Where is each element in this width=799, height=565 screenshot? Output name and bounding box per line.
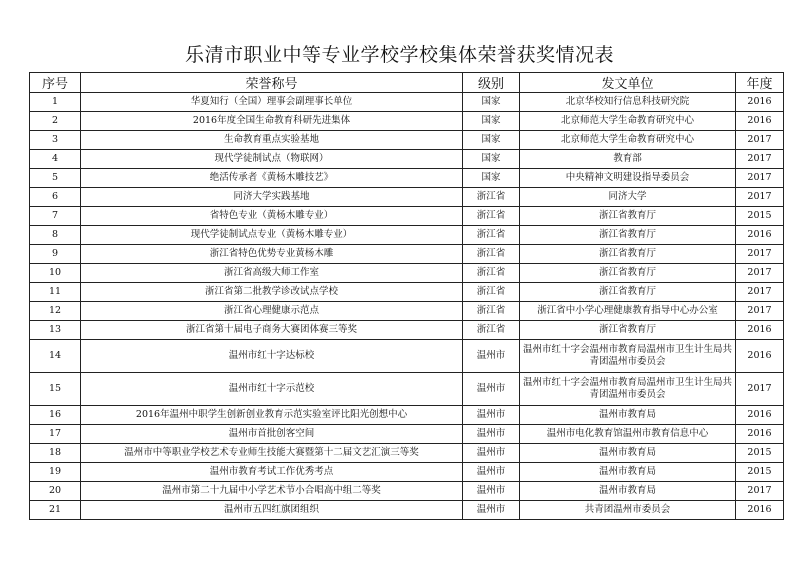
cell-no: 3 bbox=[30, 131, 81, 150]
cell-issuer: 浙江省教育厅 bbox=[520, 226, 736, 245]
cell-no: 2 bbox=[30, 112, 81, 131]
column-header-no: 序号 bbox=[30, 73, 81, 93]
cell-no: 11 bbox=[30, 283, 81, 302]
cell-honor: 浙江省心理健康示范点 bbox=[81, 302, 463, 321]
cell-year: 2015 bbox=[736, 207, 784, 226]
cell-issuer: 浙江省教育厅 bbox=[520, 321, 736, 340]
cell-no: 17 bbox=[30, 425, 81, 444]
cell-year: 2015 bbox=[736, 444, 784, 463]
cell-level: 浙江省 bbox=[463, 207, 520, 226]
table-row bbox=[30, 169, 784, 188]
cell-issuer: 温州市红十字会温州市教育局温州市卫生计生局共青团温州市委员会 bbox=[520, 373, 736, 406]
cell-no: 20 bbox=[30, 482, 81, 501]
cell-honor: 温州市中等职业学校艺术专业师生技能大赛暨第十二届文艺汇演三等奖 bbox=[81, 444, 463, 463]
cell-level: 国家 bbox=[463, 112, 520, 131]
cell-honor: 现代学徒制试点（物联网） bbox=[81, 150, 463, 169]
table-row bbox=[30, 321, 784, 340]
cell-honor: 浙江省高级大师工作室 bbox=[81, 264, 463, 283]
cell-issuer: 浙江省教育厅 bbox=[520, 283, 736, 302]
cell-level: 温州市 bbox=[463, 501, 520, 520]
cell-level: 温州市 bbox=[463, 463, 520, 482]
cell-honor: 温州市五四红旗团组织 bbox=[81, 501, 463, 520]
cell-year: 2017 bbox=[736, 169, 784, 188]
cell-level: 国家 bbox=[463, 169, 520, 188]
cell-year: 2017 bbox=[736, 264, 784, 283]
cell-issuer: 中央精神文明建设指导委员会 bbox=[520, 169, 736, 188]
table-row bbox=[30, 207, 784, 226]
cell-year: 2017 bbox=[736, 482, 784, 501]
column-header-honor: 荣誉称号 bbox=[81, 73, 463, 93]
column-header-issuer: 发文单位 bbox=[520, 73, 736, 93]
cell-issuer: 温州市教育局 bbox=[520, 406, 736, 425]
table-row bbox=[30, 373, 784, 406]
page-title: 乐清市职业中等专业学校学校集体荣誉获奖情况表 bbox=[184, 44, 614, 66]
cell-no: 13 bbox=[30, 321, 81, 340]
cell-year: 2017 bbox=[736, 245, 784, 264]
cell-year: 2017 bbox=[736, 188, 784, 207]
table-row bbox=[30, 112, 784, 131]
cell-honor: 华夏知行（全国）理事会副理事长单位 bbox=[81, 93, 463, 112]
cell-year: 2016 bbox=[736, 93, 784, 112]
cell-issuer: 温州市教育局 bbox=[520, 444, 736, 463]
cell-no: 5 bbox=[30, 169, 81, 188]
cell-year: 2015 bbox=[736, 463, 784, 482]
cell-honor: 生命教育重点实验基地 bbox=[81, 131, 463, 150]
cell-honor: 浙江省第二批教学诊改试点学校 bbox=[81, 283, 463, 302]
cell-level: 浙江省 bbox=[463, 188, 520, 207]
cell-issuer: 北京华校知行信息科技研究院 bbox=[520, 93, 736, 112]
cell-level: 浙江省 bbox=[463, 302, 520, 321]
honor-table bbox=[29, 72, 784, 520]
cell-level: 浙江省 bbox=[463, 245, 520, 264]
table-row bbox=[30, 482, 784, 501]
table-row bbox=[30, 93, 784, 112]
table-row bbox=[30, 245, 784, 264]
cell-issuer: 教育部 bbox=[520, 150, 736, 169]
cell-honor: 同济大学实践基地 bbox=[81, 188, 463, 207]
cell-no: 1 bbox=[30, 93, 81, 112]
cell-issuer: 浙江省教育厅 bbox=[520, 264, 736, 283]
cell-issuer: 温州市红十字会温州市教育局温州市卫生计生局共青团温州市委员会 bbox=[520, 340, 736, 373]
table-row bbox=[30, 283, 784, 302]
table-header-row bbox=[30, 73, 784, 93]
cell-year: 2016 bbox=[736, 321, 784, 340]
cell-level: 温州市 bbox=[463, 482, 520, 501]
table-row bbox=[30, 150, 784, 169]
cell-no: 6 bbox=[30, 188, 81, 207]
cell-no: 15 bbox=[30, 373, 81, 406]
cell-no: 19 bbox=[30, 463, 81, 482]
cell-level: 浙江省 bbox=[463, 226, 520, 245]
cell-no: 7 bbox=[30, 207, 81, 226]
cell-year: 2017 bbox=[736, 131, 784, 150]
cell-no: 8 bbox=[30, 226, 81, 245]
cell-issuer: 温州市教育局 bbox=[520, 463, 736, 482]
cell-issuer: 浙江省教育厅 bbox=[520, 245, 736, 264]
cell-honor: 温州市第二十九届中小学艺术节小合唱高中组二等奖 bbox=[81, 482, 463, 501]
table-row bbox=[30, 264, 784, 283]
table-row bbox=[30, 501, 784, 520]
cell-year: 2016 bbox=[736, 112, 784, 131]
cell-no: 4 bbox=[30, 150, 81, 169]
column-header-year: 年度 bbox=[736, 73, 784, 93]
cell-no: 14 bbox=[30, 340, 81, 373]
cell-year: 2017 bbox=[736, 302, 784, 321]
cell-year: 2017 bbox=[736, 150, 784, 169]
cell-year: 2016 bbox=[736, 425, 784, 444]
cell-no: 16 bbox=[30, 406, 81, 425]
table-row bbox=[30, 340, 784, 373]
cell-honor: 省特色专业（黄杨木雕专业） bbox=[81, 207, 463, 226]
cell-level: 国家 bbox=[463, 131, 520, 150]
table-row bbox=[30, 463, 784, 482]
cell-issuer: 北京师范大学生命教育研究中心 bbox=[520, 112, 736, 131]
cell-honor: 2016年温州中职学生创新创业教育示范实验室评比阳光创想中心 bbox=[81, 406, 463, 425]
cell-level: 温州市 bbox=[463, 444, 520, 463]
table-row bbox=[30, 302, 784, 321]
table-row bbox=[30, 188, 784, 207]
cell-level: 浙江省 bbox=[463, 321, 520, 340]
cell-honor: 现代学徒制试点专业（黄杨木雕专业） bbox=[81, 226, 463, 245]
cell-honor: 温州市首批创客空间 bbox=[81, 425, 463, 444]
cell-year: 2016 bbox=[736, 340, 784, 373]
cell-level: 温州市 bbox=[463, 373, 520, 406]
cell-issuer: 温州市教育局 bbox=[520, 482, 736, 501]
cell-level: 浙江省 bbox=[463, 264, 520, 283]
cell-no: 12 bbox=[30, 302, 81, 321]
cell-year: 2017 bbox=[736, 373, 784, 406]
cell-honor: 2016年度全国生命教育科研先进集体 bbox=[81, 112, 463, 131]
table-row bbox=[30, 226, 784, 245]
cell-level: 国家 bbox=[463, 93, 520, 112]
cell-no: 18 bbox=[30, 444, 81, 463]
cell-year: 2016 bbox=[736, 226, 784, 245]
table-row bbox=[30, 406, 784, 425]
cell-honor: 温州市红十字示范校 bbox=[81, 373, 463, 406]
cell-issuer: 温州市电化教育馆温州市教育信息中心 bbox=[520, 425, 736, 444]
cell-issuer: 共青团温州市委员会 bbox=[520, 501, 736, 520]
cell-honor: 温州市红十字达标校 bbox=[81, 340, 463, 373]
cell-no: 9 bbox=[30, 245, 81, 264]
table-row bbox=[30, 444, 784, 463]
cell-year: 2016 bbox=[736, 501, 784, 520]
cell-year: 2017 bbox=[736, 283, 784, 302]
cell-issuer: 北京师范大学生命教育研究中心 bbox=[520, 131, 736, 150]
cell-issuer: 浙江省中小学心理健康教育指导中心办公室 bbox=[520, 302, 736, 321]
cell-honor: 浙江省特色优势专业黄杨木雕 bbox=[81, 245, 463, 264]
cell-year: 2016 bbox=[736, 406, 784, 425]
cell-no: 21 bbox=[30, 501, 81, 520]
cell-level: 浙江省 bbox=[463, 283, 520, 302]
cell-honor: 温州市教育考试工作优秀考点 bbox=[81, 463, 463, 482]
cell-honor: 绝活传承者《黄杨木雕技艺》 bbox=[81, 169, 463, 188]
table-row bbox=[30, 131, 784, 150]
cell-level: 国家 bbox=[463, 150, 520, 169]
cell-no: 10 bbox=[30, 264, 81, 283]
cell-issuer: 同济大学 bbox=[520, 188, 736, 207]
cell-honor: 浙江省第十届电子商务大赛团体赛三等奖 bbox=[81, 321, 463, 340]
column-header-level: 级别 bbox=[463, 73, 520, 93]
table-row bbox=[30, 425, 784, 444]
cell-level: 温州市 bbox=[463, 425, 520, 444]
cell-level: 温州市 bbox=[463, 406, 520, 425]
cell-level: 温州市 bbox=[463, 340, 520, 373]
cell-issuer: 浙江省教育厅 bbox=[520, 207, 736, 226]
